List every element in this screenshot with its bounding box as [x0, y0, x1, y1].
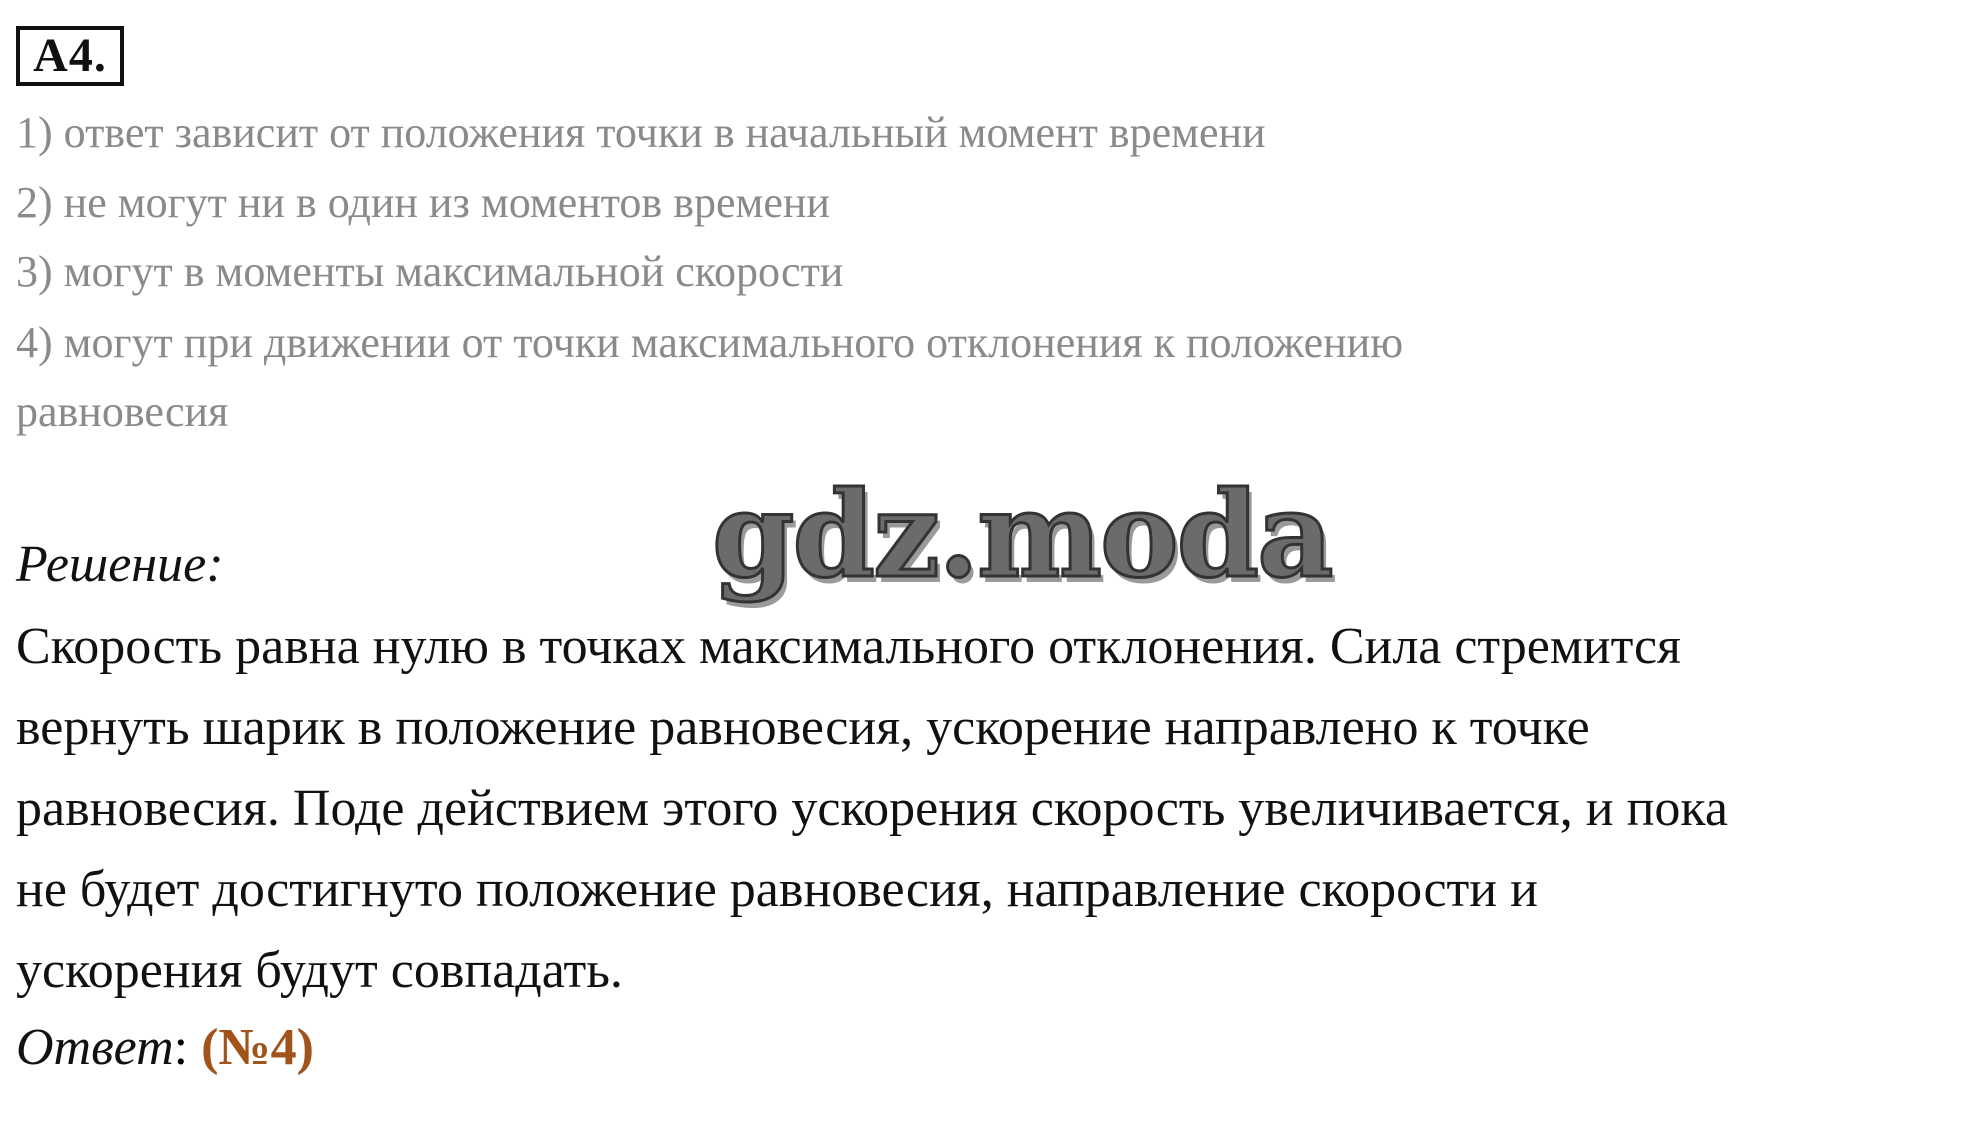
option-4-continuation: равновесия	[16, 387, 229, 436]
answer-value: (№4)	[201, 1019, 314, 1076]
answer-separator: :	[173, 1019, 202, 1076]
task-number-box	[16, 26, 124, 86]
watermark-logo: gdz.moda	[712, 465, 1332, 604]
solution-label-colon: :	[206, 536, 224, 593]
option-4: 4) могут при движении от точки максимального отклонения к положению	[16, 318, 1404, 367]
solution-heading	[16, 535, 224, 595]
option-2: 2) не могут ни в один из моментов времени	[16, 178, 830, 227]
solution-line-5: ускорения будут совпадать.	[16, 942, 623, 999]
solution-line-2: вернуть шарик в положение равновесия, ускорение направлено к точке	[16, 699, 1590, 756]
task-number: А4.	[33, 29, 107, 82]
answer-line	[16, 1018, 314, 1078]
solution-line-1: Скорость равна нулю в точках максимального отклонения. Сила стремится	[16, 618, 1681, 675]
answer-label: Ответ	[16, 1019, 174, 1076]
solution-label: Решение	[16, 536, 207, 593]
solution-line-4: не будет достигнуто положение равновесия, направление скорости и	[16, 861, 1538, 918]
option-3: 3) могут в моменты максимальной скорости	[16, 247, 844, 296]
option-1: 1) ответ зависит от положения точки в начальный момент времени	[16, 108, 1266, 157]
solution-line-3: равновесия. Поде действием этого ускорения скорость увеличивается, и пока	[16, 780, 1728, 837]
